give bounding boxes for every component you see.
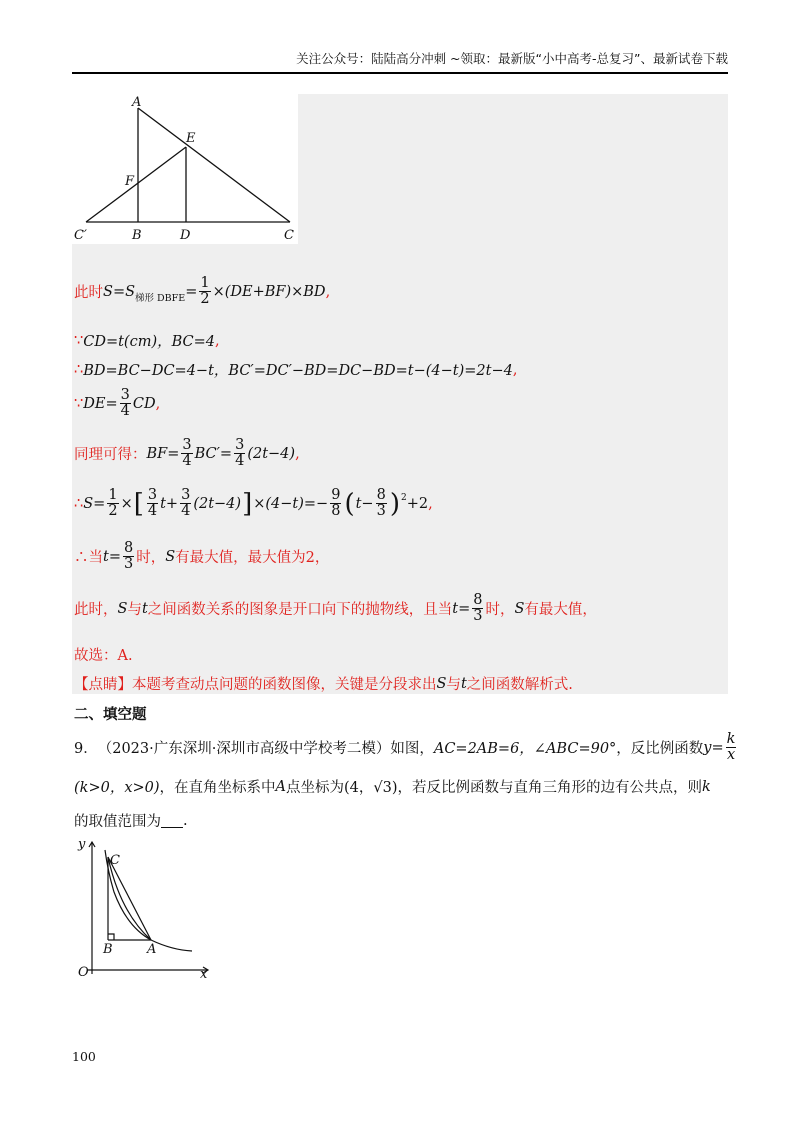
line10-text3: 之间函数解析式. <box>466 677 573 693</box>
frac-den: 3 <box>376 503 386 520</box>
q9-expr: AC=2AB=6，∠ABC=90° <box>433 741 617 758</box>
line7-rest: 有最大值，最大值为2， <box>175 550 330 567</box>
question9-line-3 <box>74 810 188 831</box>
line1-rest: ×(DE+BF)×BD <box>212 283 326 300</box>
line1-S2: S <box>125 283 136 300</box>
frac-num: 3 <box>147 487 158 503</box>
line5-mid: BC′= <box>194 445 233 462</box>
right-paren: ) <box>389 488 400 519</box>
line7-text: 时， <box>136 550 166 567</box>
frac-num: 9 <box>331 487 341 503</box>
q9-point-A: A <box>275 778 287 795</box>
line5-prefix: 同理可得： <box>74 447 147 464</box>
q9-text-range: 的取值范围为 <box>74 814 161 830</box>
q9-y: y= <box>703 739 724 756</box>
fraction <box>726 732 737 763</box>
line8-S: S <box>117 600 128 617</box>
line6-square: 2 <box>400 492 407 503</box>
frac-den: 2 <box>108 503 118 520</box>
line8-t: t <box>141 600 148 617</box>
question9-line-2 <box>74 776 711 797</box>
line1-prefix: 此时 <box>74 285 103 302</box>
solution-line-9 <box>74 644 133 665</box>
solution-line-4 <box>74 388 160 419</box>
line1-sub: 梯形 DBFE <box>135 292 186 304</box>
frac-den: 2 <box>200 291 210 308</box>
fraction <box>120 388 131 419</box>
frac-num: 3 <box>235 437 245 453</box>
triangle-figure <box>72 94 298 244</box>
fraction <box>234 438 245 469</box>
solution-line-8 <box>74 593 597 624</box>
frac-num: 8 <box>473 592 483 608</box>
line3-expr: BD=BC−DC=4−t，BC′=DC′−BD=DC−BD=t−(4−t)=2t−4 <box>83 363 513 379</box>
solution-line-1 <box>74 276 330 307</box>
fraction <box>107 488 118 519</box>
line8-d: 时， <box>485 602 515 619</box>
fraction <box>147 488 158 519</box>
because-symbol: ∵ <box>74 332 84 349</box>
line6-tail: +2 <box>406 495 429 512</box>
line6-tminus: t− <box>355 495 374 512</box>
fraction <box>123 541 134 572</box>
solution-line-5 <box>74 438 300 469</box>
header-text: 关注公众号：陆陆高分冲刺 ~领取：最新版“小中高考-总复习”、最新试卷下载 <box>296 51 728 66</box>
q9-text3: ，若反比例函数与直角三角形的边有公共点，则 <box>397 780 703 796</box>
line6-inner: (2t−4) <box>193 495 242 512</box>
label-C-prime: C′ <box>74 228 87 243</box>
solution-line-2 <box>74 330 220 351</box>
point-label-A: A <box>147 942 157 957</box>
frac-num: 3 <box>120 387 130 403</box>
line8-t2: t= <box>452 600 471 617</box>
answer-choice: 故选：A. <box>74 648 133 664</box>
line8-b: 与 <box>127 602 142 619</box>
frac-num: 8 <box>376 487 386 503</box>
fraction <box>376 488 387 519</box>
line2-end: , <box>215 332 220 349</box>
fraction <box>472 593 483 624</box>
fraction <box>180 488 191 519</box>
left-paren: ( <box>344 488 355 519</box>
q9-condition: (k>0，x>0) <box>74 780 160 796</box>
frac-den: 8 <box>331 503 341 520</box>
frac-den: 4 <box>182 453 192 470</box>
frac-num: 1 <box>108 487 118 503</box>
solution-line-10 <box>74 673 573 694</box>
question9-line-1 <box>74 732 738 763</box>
frac-den: x <box>726 747 736 764</box>
label-F: F <box>125 174 135 189</box>
line6-t: t+ <box>160 495 179 512</box>
line4-end: , <box>155 395 161 412</box>
label-C: C <box>284 228 294 243</box>
line7-S: S <box>165 548 176 565</box>
line10-S: S <box>436 675 447 692</box>
left-bracket: [ <box>133 488 144 519</box>
question-number: 9． <box>74 741 98 758</box>
line1-eq1: = <box>112 283 126 300</box>
line8-S2: S <box>514 600 525 617</box>
frac-num: 1 <box>200 275 210 291</box>
label-E: E <box>186 131 196 146</box>
label-B: B <box>132 228 142 243</box>
line10-text2: 与 <box>446 677 461 693</box>
frac-den: 4 <box>181 503 191 520</box>
line2-expr: CD=t(cm)，BC=4 <box>83 334 216 350</box>
line8-a: 此时， <box>74 602 118 619</box>
because-symbol: ∵ <box>74 395 84 412</box>
line4-lhs: DE= <box>83 395 118 412</box>
origin-label: O <box>78 965 89 980</box>
coordinate-figure <box>72 832 222 982</box>
line3-end: , <box>512 361 518 378</box>
line7-t: t= <box>103 548 121 565</box>
line4-rhs: CD <box>132 395 156 412</box>
line8-c: 之间函数关系的图象是开口向下的抛物线，且当 <box>147 602 453 619</box>
fraction <box>330 488 341 519</box>
line6-end: , <box>428 495 433 512</box>
frac-num: 8 <box>123 540 134 556</box>
therefore-symbol: ∴ <box>74 361 84 378</box>
axis-label-x: x <box>200 967 208 982</box>
frac-den: 4 <box>235 453 245 470</box>
line6-after: ×(4−t)=− <box>253 495 329 512</box>
frac-num: 3 <box>182 437 192 453</box>
q9-text: ，反比例函数 <box>616 741 704 758</box>
line5-rhs: (2t−4) <box>247 445 296 462</box>
line1-end: , <box>325 283 331 300</box>
line7-therefore: ∴当 <box>74 550 103 567</box>
fraction <box>181 438 192 469</box>
point-label-B: B <box>103 942 113 957</box>
solution-line-7 <box>74 541 329 572</box>
line6-s: S= <box>83 495 106 512</box>
comment-bracket: 【点睛】 <box>74 677 132 693</box>
line8-e: 有最大值， <box>524 602 597 619</box>
page-header <box>72 0 728 74</box>
fraction <box>199 276 210 307</box>
q9-coord: (4，√3) <box>344 780 398 796</box>
page-number: 100 <box>72 1049 96 1064</box>
solution-line-6 <box>74 488 433 519</box>
point-label-C: C <box>110 853 120 868</box>
question-source: （2023·广东深圳·深圳市高级中学校考二模）如图， <box>97 741 434 758</box>
frac-num: 3 <box>181 487 191 503</box>
line10-t: t <box>460 675 467 692</box>
q9-end: . <box>183 812 188 829</box>
therefore-symbol: ∴ <box>74 495 84 512</box>
q9-text1: ，在直角坐标系中 <box>159 780 276 796</box>
frac-den: 4 <box>147 503 158 520</box>
q9-text2: 点坐标为 <box>286 780 345 796</box>
line10-text1: 本题考查动点问题的函数图像，关键是分段求出 <box>132 677 437 693</box>
solution-line-3 <box>74 359 517 380</box>
section-title: 二、填空题 <box>74 707 147 723</box>
line6-times: × <box>120 495 133 512</box>
line1-S: S <box>103 283 113 300</box>
label-D: D <box>180 228 191 243</box>
q9-k: k <box>702 778 711 795</box>
frac-den: 3 <box>123 556 134 573</box>
answer-blank[interactable] <box>161 813 183 828</box>
axis-label-y: y <box>78 837 86 852</box>
frac-den: 3 <box>473 608 483 625</box>
frac-num: k <box>726 731 736 747</box>
line1-eq2: = <box>185 283 198 300</box>
right-bracket: ] <box>242 488 253 519</box>
frac-den: 4 <box>120 403 130 420</box>
line5-end: , <box>295 445 300 462</box>
label-A: A <box>132 95 142 110</box>
line5-lhs: BF= <box>146 445 180 462</box>
